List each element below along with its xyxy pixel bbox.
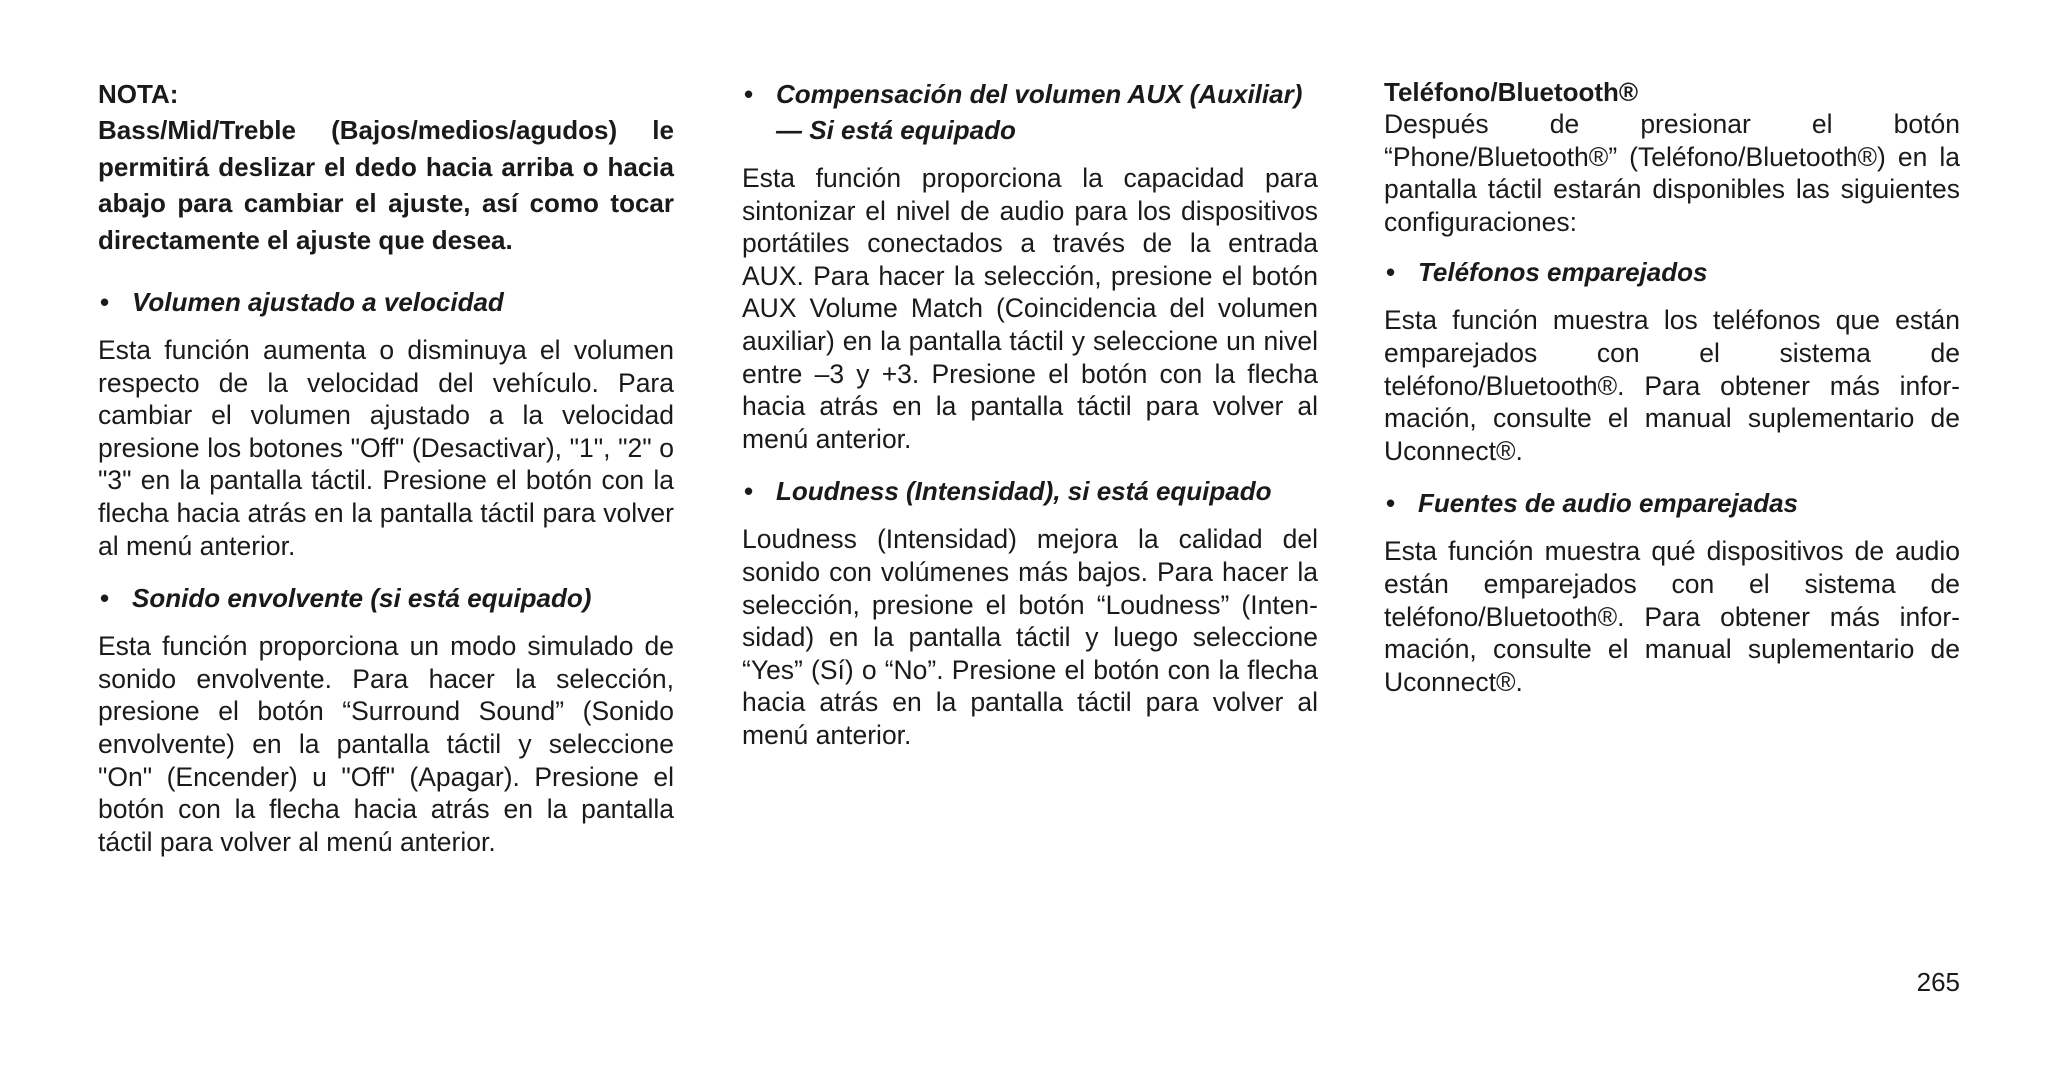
bullet-icon: • xyxy=(1386,257,1396,288)
bullet-heading-aux-volume xyxy=(742,76,1318,148)
note-body: Bass/Mid/Treble (Bajos/medios/agudos) le permitirá deslizar el dedo hacia arriba o hacia abajo para cambiar el ajuste, así como tocar directamente el ajuste que desea. xyxy=(98,115,674,255)
paragraph-intro: Después de presionar el botón “Phone/Bluetooth®” (Teléfono/Bluetooth®) en la pantalla táctil estarán disponibles las siguientes configuraciones: xyxy=(1384,109,1960,237)
paragraph-aux-volume: Esta función proporciona la capacidad para sintonizar el nivel de audio para los dispositivos portátiles conectados a través de la entrada AUX. Para hacer la selección, presione el botón AUX Volume Match (Coincidencia del volumen auxiliar) en la pantalla táctil y seleccione un nivel entre –3 y +3. Presione el botón con la flecha hacia atrás en la pantalla táctil para volver al menú anterior. xyxy=(742,163,1318,454)
bullet-heading-text: Fuentes de audio emparejadas xyxy=(1418,488,1799,519)
bullet-heading-loudness xyxy=(742,473,1318,509)
bullet-heading-text: Teléfonos emparejados xyxy=(1418,257,1708,288)
bullet-icon: • xyxy=(100,287,110,317)
bullet-icon: • xyxy=(744,79,754,109)
section-title: Teléfono/Bluetooth® xyxy=(1384,77,1639,107)
bullet-heading-text: Volumen ajustado a velocidad xyxy=(132,287,504,317)
bullet-heading-paired-audio xyxy=(1384,485,1960,521)
paragraph-loudness: Loudness (Intensidad) mejora la calidad del sonido con volúmenes más bajos. Para hacer la selección, presione el botón “Loudness” (Intensidad) en la pantalla táctil y luego seleccione “Yes” (Sí) o “No”. Presione el botón con la flecha hacia atrás en la pantalla táctil para volver al menú anterior. xyxy=(742,524,1318,750)
bullet-icon: • xyxy=(744,476,754,507)
bullet-heading-text: Sonido envolvente (si está equipado) xyxy=(132,583,592,614)
column-middle xyxy=(742,76,1318,770)
page-number: 265 xyxy=(1916,967,1960,997)
paragraph-paired-phones: Esta función muestra los teléfonos que están emparejados con el sistema de teléfono/Bluetooth®. Para obtener más información, consulte el manual suplementario de Uconnect®. xyxy=(1384,305,1960,466)
bullet-icon: • xyxy=(100,583,110,614)
bullet-heading-text: Compensación del volumen AUX (Auxiliar) — Si está equipado xyxy=(776,79,1303,145)
note-title: NOTA: xyxy=(98,79,179,109)
bullet-heading-speed-volume xyxy=(98,284,674,320)
paragraph-paired-audio: Esta función muestra qué dispositivos de audio están emparejados con el sistema de teléfono/Bluetooth®. Para obtener más información, consulte el manual suplementario de Uconnect®. xyxy=(1384,536,1960,697)
column-right xyxy=(1384,76,1960,716)
column-left xyxy=(98,76,674,876)
bullet-heading-paired-phones xyxy=(1384,254,1960,290)
paragraph-surround-sound: Esta función proporciona un modo simulado de sonido envolvente. Para hacer la selección, presione el botón “Surround Sound” (Sonido envolvente) en la pantalla táctil y seleccione "On" (Encender) u "Off" (Apagar). Presione el botón con la flecha hacia atrás en la pantalla táctil para volver al menú anterior. xyxy=(98,631,674,857)
bullet-icon: • xyxy=(1386,488,1396,519)
paragraph-speed-volume: Esta función aumenta o disminuya el volumen respecto de la velocidad del vehículo. Para cambiar el volumen ajustado a la velocidad presione los botones "Off" (Desactivar), "1", "2" o "3" en la pantalla táctil. Presione el botón con la flecha hacia atrás en la pantalla táctil para volver al menú anterior. xyxy=(98,335,674,561)
bullet-heading-text: Loudness (Intensidad), si está equipado xyxy=(776,476,1272,507)
bullet-heading-surround-sound xyxy=(98,580,674,616)
